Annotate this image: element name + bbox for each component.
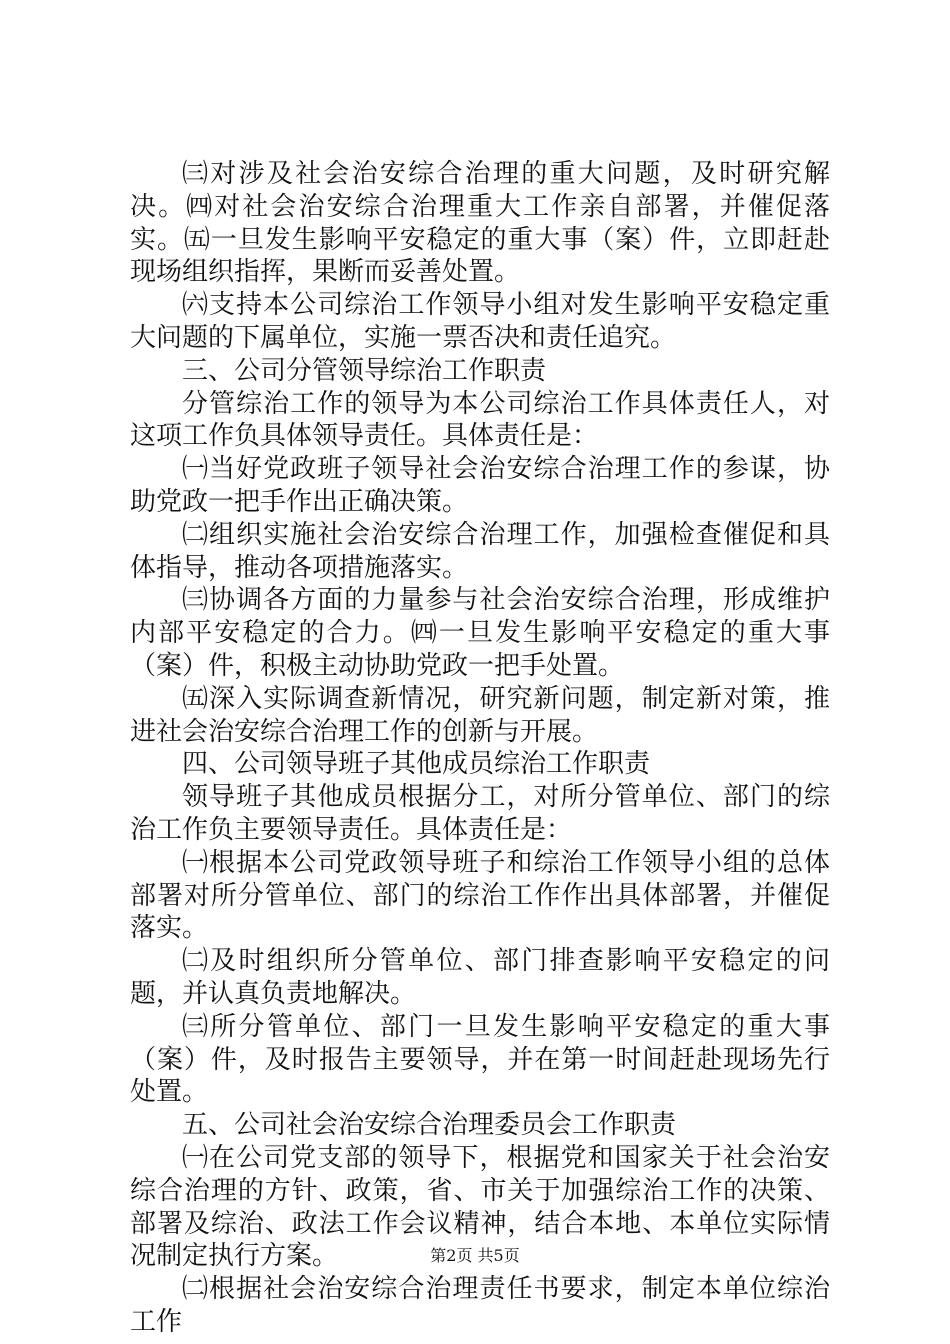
paragraph: ㈠当好党政班子领导社会治安综合治理工作的参谋，协助党政一把手作出正确决策。: [130, 454, 830, 517]
paragraph: ㈢协调各方面的力量参与社会治安综合治理，形成维护内部平安稳定的合力。㈣一旦发生影响平安稳定的重大事（案）件，积极主动协助党政一把手处置。: [130, 585, 830, 681]
paragraph: ㈠根据本公司党政领导班子和综治工作领导小组的总体部署对所分管单位、部门的综治工作作出具体部署，并催促落实。: [130, 847, 830, 944]
page-number-footer: 第2页 共5页: [430, 1246, 520, 1265]
document-body: [130, 158, 830, 1339]
paragraph: 分管综治工作的领导为本公司综治工作具体责任人，对这项工作负具体领导责任。具体责任是：: [130, 388, 830, 452]
paragraph: ㈤深入实际调查新情况，研究新问题，制定新对策，推进社会治安综合治理工作的创新与开展。: [130, 683, 830, 747]
paragraph: ㈠在公司党支部的领导下，根据党和国家关于社会治安综合治理的方针、政策，省、市关于加强综治工作的决策、部署及综治、政法工作会议精神，结合本地、本单位实际情况制定执行方案。: [130, 1142, 830, 1272]
paragraph: ㈥支持本公司综治工作领导小组对发生影响平安稳定重大问题的下属单位，实施一票否决和责任追究。: [130, 290, 830, 353]
paragraph: ㈡组织实施社会治安综合治理工作，加强检查催促和具体指导，推动各项措施落实。: [130, 519, 830, 583]
paragraph: ㈢所分管单位、部门一旦发生影响平安稳定的重大事（案）件，及时报告主要领导，并在第一时间赶赴现场先行处置。: [130, 1011, 830, 1108]
section-heading: 五、公司社会治安综合治理委员会工作职责: [182, 1110, 677, 1141]
section-heading: 四、公司领导班子其他成员综治工作职责: [182, 749, 651, 780]
paragraph: ㈡根据社会治安综合治理责任书要求，制定本单位综治工作: [130, 1274, 830, 1337]
section-heading: 三、公司分管领导综治工作职责: [182, 355, 547, 386]
paragraph: ㈡及时组织所分管单位、部门排查影响平安稳定的问题，并认真负责地解决。: [130, 946, 830, 1009]
paragraph: ㈢对涉及社会治安综合治理的重大问题，及时研究解决。㈣对社会治安综合治理重大工作亲自部署，并催促落实。㈤一旦发生影响平安稳定的重大事（案）件，立即赶赴现场组织指挥，果断而妥善处置。: [130, 159, 830, 288]
paragraph: 领导班子其他成员根据分工，对所分管单位、部门的综治工作负主要领导责任。具体责任是：: [130, 782, 830, 845]
